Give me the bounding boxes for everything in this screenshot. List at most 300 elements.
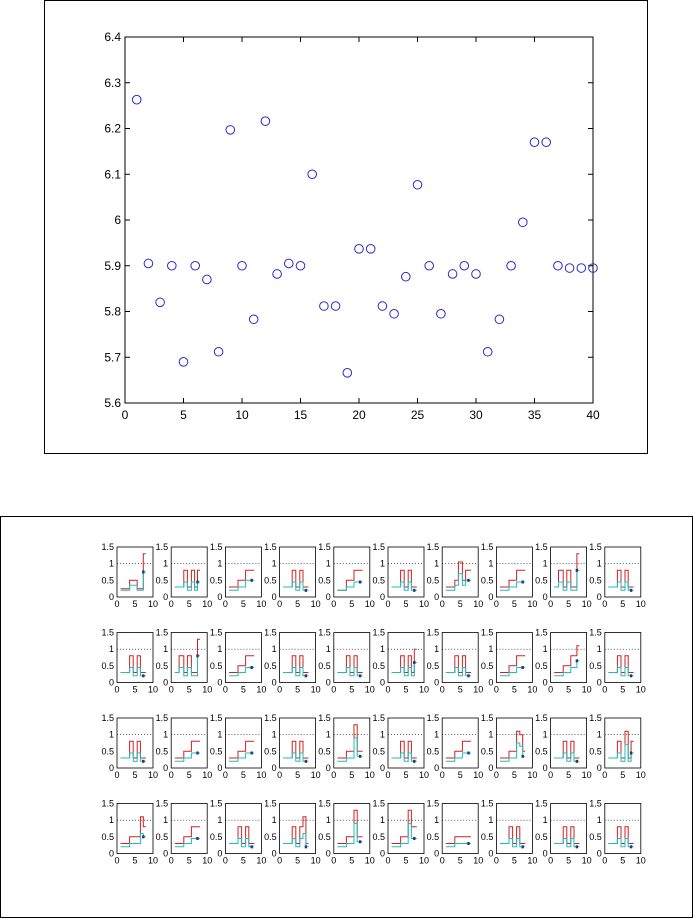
panel-x-tick-label: 0 [385, 684, 391, 695]
panel-x-tick-label: 10 [256, 684, 267, 695]
small-plot-panel [427, 542, 484, 609]
panel-y-tick-label: 1 [271, 558, 277, 569]
small-plot-panel [427, 799, 484, 866]
panel-x-tick-label: 10 [473, 684, 484, 695]
panel-y-tick-label: 1.5 [155, 713, 169, 723]
panel-axes-box [117, 547, 153, 597]
panel-x-tick-label: 10 [256, 770, 267, 780]
panel-axes-box [225, 718, 261, 768]
panel-axes-box [442, 804, 478, 854]
panel-axes-box [388, 633, 424, 683]
panel-y-tick-label: 0 [542, 763, 548, 773]
panel-x-tick-label: 0 [168, 770, 174, 780]
panel-y-tick-label: 0.5 [426, 660, 440, 671]
panel-x-tick-label: 5 [186, 684, 192, 695]
small-plot-panel [535, 542, 592, 609]
panel-y-tick-label: 0 [379, 592, 385, 602]
panel-y-tick-label: 1 [488, 644, 494, 655]
panel-y-tick-label: 1.5 [209, 713, 223, 723]
panel-y-tick-label: 1 [217, 558, 223, 569]
panel-y-tick-label: 0 [542, 592, 548, 602]
panel-x-tick-label: 10 [202, 599, 213, 609]
small-plot-panel [210, 799, 267, 866]
small-plot-panel [156, 799, 213, 866]
panel-y-tick-label: 0.5 [264, 831, 277, 842]
small-plot-panel [481, 542, 538, 609]
panel-y-tick-label: 1.5 [480, 798, 494, 809]
x-tick-label: 35 [527, 408, 542, 422]
panel-y-tick-label: 1.5 [264, 713, 277, 723]
small-plot-panel [101, 713, 158, 780]
panel-x-tick-label: 0 [114, 855, 120, 866]
endpoint-marker [250, 845, 252, 848]
panel-axes-box [442, 633, 478, 683]
panel-y-tick-label: 0.5 [535, 575, 548, 586]
panel-y-tick-label: 0.5 [480, 575, 494, 586]
panel-y-tick-label: 1.5 [480, 542, 494, 552]
panel-y-tick-label: 0.5 [101, 575, 114, 586]
panel-x-tick-label: 5 [349, 599, 355, 609]
panel-x-tick-label: 10 [310, 599, 321, 609]
panel-y-tick-label: 1.5 [101, 798, 114, 809]
panel-axes-box [280, 804, 316, 854]
endpoint-marker [630, 845, 632, 848]
x-tick-label: 20 [352, 408, 366, 422]
panel-axes-box [117, 804, 153, 854]
panel-y-tick-label: 1 [488, 558, 494, 569]
panel-x-tick-label: 5 [620, 770, 626, 780]
panel-x-tick-label: 0 [222, 855, 228, 866]
panel-x-tick-label: 0 [168, 599, 174, 609]
panel-y-tick-label: 1 [325, 644, 331, 655]
endpoint-marker [521, 845, 523, 848]
panel-y-tick-label: 0.5 [318, 746, 331, 757]
panel-x-tick-label: 5 [349, 855, 355, 866]
panel-x-tick-label: 0 [331, 770, 337, 780]
panel-axes-box [280, 547, 316, 597]
panel-x-tick-label: 5 [186, 855, 192, 866]
panel-y-tick-label: 1 [325, 558, 331, 569]
panel-y-tick-label: 0.5 [264, 660, 277, 671]
panel-x-tick-label: 0 [385, 770, 391, 780]
panel-y-tick-label: 1.5 [535, 627, 548, 638]
panel-axes-box [171, 804, 207, 854]
panel-y-tick-label: 1 [596, 729, 602, 740]
panel-x-tick-label: 10 [473, 599, 484, 609]
panel-axes-box [605, 804, 641, 854]
endpoint-marker [305, 845, 307, 848]
panel-x-tick-label: 0 [277, 855, 283, 866]
panel-x-tick-label: 0 [331, 855, 337, 866]
panel-x-tick-label: 5 [240, 855, 246, 866]
panel-x-tick-label: 0 [277, 684, 283, 695]
panel-y-tick-label: 0 [325, 848, 331, 859]
panel-x-tick-label: 0 [385, 855, 391, 866]
small-plot-panel [264, 542, 321, 609]
panel-axes-box [225, 547, 261, 597]
panel-y-tick-label: 1.5 [535, 798, 548, 809]
panel-y-tick-label: 0.5 [318, 831, 331, 842]
y-tick-label: 6.2 [104, 121, 121, 136]
panel-x-tick-label: 0 [168, 855, 174, 866]
panel-y-tick-label: 0 [163, 763, 169, 773]
panel-y-tick-label: 1 [217, 644, 223, 655]
panel-y-tick-label: 0 [488, 677, 494, 688]
panel-x-tick-label: 0 [277, 770, 283, 780]
panel-y-tick-label: 1 [217, 815, 223, 826]
endpoint-marker [467, 579, 469, 582]
panel-y-tick-label: 0.5 [480, 831, 494, 842]
panel-y-tick-label: 1.5 [209, 542, 223, 552]
panel-y-tick-label: 0 [108, 763, 114, 773]
small-plot-panel [427, 628, 484, 695]
endpoint-marker [576, 569, 578, 572]
panel-x-tick-label: 10 [202, 855, 213, 866]
panel-x-tick-label: 5 [620, 855, 626, 866]
panel-x-tick-label: 10 [310, 855, 321, 866]
panel-x-tick-label: 0 [602, 599, 608, 609]
panel-y-tick-label: 0.5 [372, 746, 385, 757]
panel-y-tick-label: 0.5 [480, 746, 494, 757]
x-tick-label: 15 [293, 408, 308, 422]
x-tick-label: 0 [121, 408, 129, 422]
panel-y-tick-label: 0 [379, 677, 385, 688]
panel-x-tick-label: 0 [439, 599, 445, 609]
panel-y-tick-label: 1 [163, 815, 169, 826]
panel-y-tick-label: 0.5 [318, 575, 331, 586]
panel-x-tick-label: 0 [493, 855, 499, 866]
panel-axes-box [605, 718, 641, 768]
panel-y-tick-label: 0.5 [155, 660, 169, 671]
panel-y-tick-label: 1 [271, 729, 277, 740]
panel-y-tick-label: 0.5 [426, 575, 440, 586]
panel-axes-box [225, 633, 261, 683]
panel-axes-box [171, 547, 207, 597]
small-plot-panel [535, 799, 592, 866]
endpoint-marker [576, 845, 578, 848]
panel-y-tick-label: 1.5 [480, 627, 494, 638]
panel-x-tick-label: 5 [295, 684, 301, 695]
panel-x-tick-label: 0 [602, 855, 608, 866]
panel-y-tick-label: 0.5 [318, 660, 331, 671]
panel-x-tick-label: 5 [566, 770, 572, 780]
panel-x-tick-label: 10 [581, 599, 592, 609]
panel-axes-box [388, 804, 424, 854]
panel-x-tick-label: 0 [493, 599, 499, 609]
panel-axes-box [496, 547, 532, 597]
endpoint-marker [142, 760, 144, 763]
panel-x-tick-label: 5 [566, 855, 572, 866]
small-plot-panel [481, 799, 538, 866]
panel-axes-box [171, 718, 207, 768]
panel-x-tick-label: 10 [256, 855, 267, 866]
panel-axes-box [334, 718, 370, 768]
endpoint-marker [250, 666, 252, 669]
panel-y-tick-label: 1.5 [426, 627, 440, 638]
panel-x-tick-label: 10 [364, 855, 375, 866]
panel-x-tick-label: 10 [147, 855, 159, 866]
panel-y-tick-label: 0.5 [101, 660, 114, 671]
panel-x-tick-label: 5 [511, 599, 517, 609]
panel-x-tick-label: 5 [403, 599, 409, 609]
panel-x-tick-label: 0 [602, 684, 608, 695]
panel-y-tick-label: 1 [163, 558, 169, 569]
endpoint-marker [196, 654, 198, 657]
panel-x-tick-label: 0 [168, 684, 174, 695]
panel-x-tick-label: 0 [114, 684, 120, 695]
panel-y-tick-label: 0.5 [155, 575, 169, 586]
panel-x-tick-label: 5 [132, 599, 138, 609]
endpoint-marker [196, 837, 198, 840]
panel-y-tick-label: 0.5 [372, 831, 385, 842]
panel-y-tick-label: 1 [596, 815, 602, 826]
panel-axes-box [225, 804, 261, 854]
small-plot-panel [589, 628, 646, 695]
panel-y-tick-label: 0 [217, 763, 223, 773]
panel-y-tick-label: 0.5 [155, 746, 169, 757]
panel-y-tick-label: 0.5 [209, 831, 223, 842]
panel-y-tick-label: 1.5 [318, 627, 331, 638]
panel-axes-box [496, 633, 532, 683]
panel-y-tick-label: 0 [108, 592, 114, 602]
endpoint-marker [413, 760, 415, 763]
panel-y-tick-label: 1 [379, 815, 385, 826]
panel-x-tick-label: 10 [581, 855, 592, 866]
panel-x-tick-label: 0 [602, 770, 608, 780]
panel-x-tick-label: 0 [548, 684, 554, 695]
panel-y-tick-label: 1.5 [101, 713, 114, 723]
endpoint-marker [359, 755, 361, 758]
endpoint-marker [142, 571, 144, 574]
small-plot-panel [318, 542, 375, 609]
panel-y-tick-label: 1 [163, 729, 169, 740]
small-plot-panel [264, 799, 321, 866]
panel-y-tick-label: 1 [379, 558, 385, 569]
panel-x-tick-label: 0 [331, 684, 337, 695]
endpoint-marker [413, 837, 415, 840]
y-tick-label: 5.7 [104, 350, 121, 365]
panel-x-tick-label: 5 [511, 855, 517, 866]
x-tick-label: 40 [586, 408, 600, 422]
panel-x-tick-label: 10 [310, 684, 321, 695]
panel-y-tick-label: 0.5 [589, 831, 602, 842]
panel-y-tick-label: 0.5 [155, 831, 169, 842]
small-plot-panel [101, 542, 158, 609]
panel-x-tick-label: 10 [527, 599, 538, 609]
endpoint-marker [196, 581, 198, 584]
y-tick-label: 6.1 [104, 167, 121, 182]
small-plot-panel [372, 542, 429, 609]
panel-y-tick-label: 1.5 [589, 542, 602, 552]
small-plot-panel [318, 628, 375, 695]
panel-y-tick-label: 0.5 [209, 746, 223, 757]
endpoint-marker [196, 752, 198, 755]
panel-x-tick-label: 0 [548, 855, 554, 866]
y-tick-label: 6.4 [104, 30, 121, 44]
panel-axes-box [280, 718, 316, 768]
panel-axes-box [334, 547, 370, 597]
panel-y-tick-label: 0 [271, 848, 277, 859]
panel-y-tick-label: 1.5 [318, 713, 331, 723]
panel-x-tick-label: 5 [186, 770, 192, 780]
panel-y-tick-label: 1.5 [372, 798, 385, 809]
small-plot-panel [372, 713, 429, 780]
panel-y-tick-label: 1 [434, 644, 440, 655]
panel-axes-box [551, 718, 587, 768]
panel-y-tick-label: 1 [325, 729, 331, 740]
panel-y-tick-label: 1 [488, 815, 494, 826]
small-plot-panel [372, 799, 429, 866]
panel-y-tick-label: 1 [434, 729, 440, 740]
panel-y-tick-label: 0.5 [264, 575, 277, 586]
panel-x-tick-label: 5 [511, 770, 517, 780]
panel-axes-box [388, 547, 424, 597]
panel-y-tick-label: 1 [108, 729, 114, 740]
panel-y-tick-label: 1.5 [535, 542, 548, 552]
panel-y-tick-label: 0.5 [535, 746, 548, 757]
panel-x-tick-label: 0 [548, 599, 554, 609]
panel-y-tick-label: 0 [488, 592, 494, 602]
panel-x-tick-label: 0 [277, 599, 283, 609]
panel-y-tick-label: 1.5 [589, 627, 602, 638]
small-plot-panel [589, 713, 646, 780]
panel-x-tick-label: 5 [349, 770, 355, 780]
panel-axes-box [496, 804, 532, 854]
panel-y-tick-label: 1.5 [426, 713, 440, 723]
endpoint-marker [305, 674, 307, 677]
endpoint-marker [250, 752, 252, 755]
y-tick-label: 5.8 [104, 304, 121, 319]
panel-y-tick-label: 1.5 [155, 627, 169, 638]
panel-y-tick-label: 1 [542, 558, 548, 569]
panel-y-tick-label: 1 [379, 729, 385, 740]
panel-y-tick-label: 0.5 [589, 575, 602, 586]
panel-y-tick-label: 0 [217, 677, 223, 688]
panel-axes-box [171, 633, 207, 683]
small-multiples-grid [1, 517, 693, 919]
small-plot-panel [481, 713, 538, 780]
panel-x-tick-label: 0 [493, 770, 499, 780]
panel-y-tick-label: 0.5 [209, 660, 223, 671]
panel-y-tick-label: 1.5 [589, 713, 602, 723]
panel-x-tick-label: 10 [527, 770, 538, 780]
panel-y-tick-label: 1 [434, 815, 440, 826]
endpoint-marker [467, 752, 469, 755]
endpoint-marker [359, 674, 361, 677]
scatter-plot [45, 1, 649, 455]
panel-y-tick-label: 0 [108, 677, 114, 688]
endpoint-marker [521, 755, 523, 758]
endpoint-marker [630, 752, 632, 755]
panel-x-tick-label: 5 [240, 599, 246, 609]
panel-x-tick-label: 5 [240, 684, 246, 695]
panel-x-tick-label: 10 [527, 855, 538, 866]
panel-y-tick-label: 0 [434, 763, 440, 773]
x-tick-label: 5 [180, 408, 187, 422]
panel-x-tick-label: 10 [635, 599, 646, 609]
panel-y-tick-label: 0 [596, 763, 602, 773]
endpoint-marker [630, 674, 632, 677]
panel-x-tick-label: 5 [566, 684, 572, 695]
panel-y-tick-label: 0 [271, 677, 277, 688]
panel-x-tick-label: 10 [364, 599, 375, 609]
panel-x-tick-label: 10 [364, 684, 375, 695]
panel-axes-box [334, 633, 370, 683]
small-plot-panel [210, 542, 267, 609]
panel-y-tick-label: 0 [325, 592, 331, 602]
panel-y-tick-label: 0 [434, 677, 440, 688]
panel-y-tick-label: 0 [163, 677, 169, 688]
panel-axes-box [442, 718, 478, 768]
panel-y-tick-label: 1 [271, 815, 277, 826]
panel-y-tick-label: 0 [217, 592, 223, 602]
panel-x-tick-label: 10 [473, 770, 484, 780]
panel-y-tick-label: 1 [542, 729, 548, 740]
endpoint-marker [413, 661, 415, 664]
panel-x-tick-label: 5 [295, 770, 301, 780]
panel-y-tick-label: 0.5 [535, 660, 548, 671]
panel-y-tick-label: 0 [434, 848, 440, 859]
endpoint-marker [142, 674, 144, 677]
small-plot-panel [427, 713, 484, 780]
x-tick-label: 30 [469, 408, 483, 422]
panel-y-tick-label: 0.5 [372, 575, 385, 586]
panel-x-tick-label: 10 [635, 855, 646, 866]
panel-x-tick-label: 10 [473, 855, 484, 866]
panel-x-tick-label: 10 [581, 684, 592, 695]
scatter-figure-frame [44, 0, 648, 454]
panel-x-tick-label: 5 [620, 684, 626, 695]
panel-y-tick-label: 0.5 [480, 660, 494, 671]
panel-y-tick-label: 1 [163, 644, 169, 655]
panel-x-tick-label: 10 [147, 770, 159, 780]
panel-y-tick-label: 1.5 [209, 627, 223, 638]
panel-axes-box [117, 718, 153, 768]
panel-x-tick-label: 5 [457, 684, 463, 695]
panel-y-tick-label: 0 [379, 848, 385, 859]
panel-x-tick-label: 10 [202, 684, 213, 695]
panel-y-tick-label: 1 [542, 644, 548, 655]
panel-y-tick-label: 1.5 [264, 798, 277, 809]
panel-y-tick-label: 0.5 [589, 746, 602, 757]
panel-y-tick-label: 0.5 [426, 831, 440, 842]
panel-y-tick-label: 0 [488, 848, 494, 859]
endpoint-marker [467, 674, 469, 677]
panel-x-tick-label: 10 [256, 599, 267, 609]
endpoint-marker [305, 760, 307, 763]
panel-x-tick-label: 5 [295, 599, 301, 609]
panel-y-tick-label: 0 [271, 592, 277, 602]
panel-x-tick-label: 10 [418, 770, 430, 780]
panel-x-tick-label: 0 [548, 770, 554, 780]
panel-x-tick-label: 0 [439, 855, 445, 866]
panel-x-tick-label: 10 [635, 770, 646, 780]
panel-x-tick-label: 5 [403, 855, 409, 866]
panel-y-tick-label: 0.5 [209, 575, 223, 586]
small-plot-panel [318, 799, 375, 866]
endpoint-marker [305, 589, 307, 592]
panel-y-tick-label: 1 [542, 815, 548, 826]
endpoint-marker [467, 842, 469, 845]
small-plot-panel [372, 628, 429, 695]
panel-y-tick-label: 1 [596, 644, 602, 655]
panel-x-tick-label: 0 [114, 599, 120, 609]
small-plot-panel [101, 628, 158, 695]
endpoint-marker [250, 579, 252, 582]
panel-y-tick-label: 1 [379, 644, 385, 655]
panel-y-tick-label: 1 [271, 644, 277, 655]
panel-x-tick-label: 5 [132, 684, 138, 695]
